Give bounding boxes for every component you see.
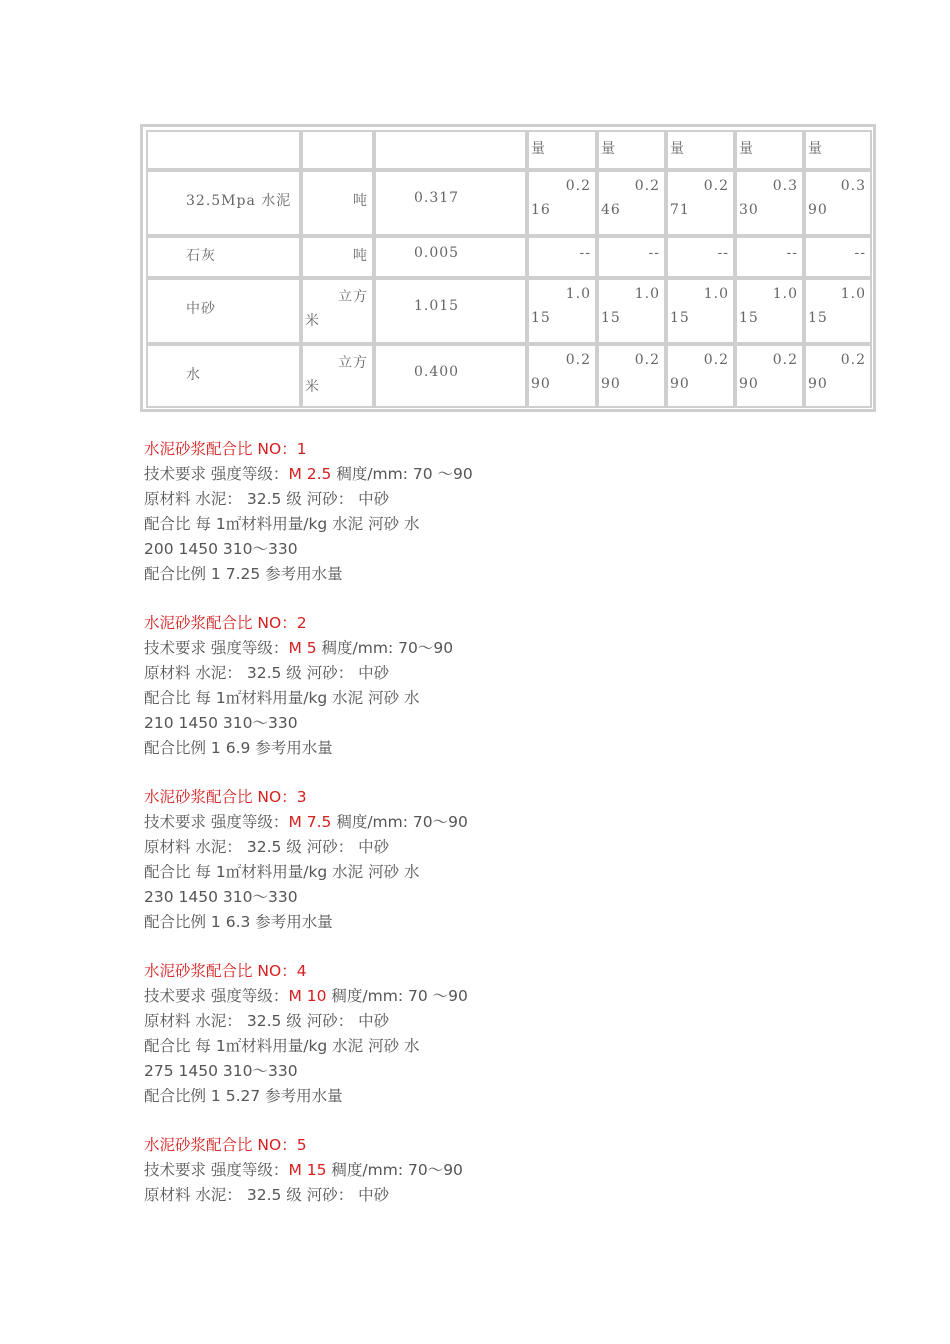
value-cell: 0.2 90 <box>735 344 804 408</box>
value-cell: -- <box>597 236 666 278</box>
value-cell: 1.0 15 <box>735 278 804 344</box>
value-cell: 1.0 15 <box>597 278 666 344</box>
materials-line: 原材料 水泥： 32.5 级 河砂： 中砂 <box>144 664 390 682</box>
value-cell: 1.0 15 <box>666 278 735 344</box>
mix-section-5 <box>144 1133 463 1208</box>
value-cell: 1.0 15 <box>527 278 597 344</box>
ratio-example-line: 配合比例 1 7.25 参考用水量 <box>144 565 343 583</box>
section-title: 水泥砂浆配合比 NO：5 <box>144 1136 307 1154</box>
section-title: 水泥砂浆配合比 NO：2 <box>144 614 307 632</box>
requirement-line: 技术要求 强度等级：M 5 稠度/mm: 70～90 <box>144 639 454 657</box>
value-cell: 0.2 71 <box>666 170 735 236</box>
header-cell-name <box>146 130 301 170</box>
row-water-name: 水 <box>146 344 301 408</box>
value-cell: 0.2 16 <box>527 170 597 236</box>
row-lime-unit: 吨 <box>301 236 374 278</box>
value-cell: 0.2 90 <box>804 344 872 408</box>
mix-section-4 <box>144 959 468 1109</box>
ratio-values-line: 230 1450 310～330 <box>144 888 298 906</box>
row-water-base: 0.400 <box>374 344 527 408</box>
value-cell: -- <box>735 236 804 278</box>
mix-section-2 <box>144 611 453 761</box>
section-title: 水泥砂浆配合比 NO：3 <box>144 788 307 806</box>
ratio-header-line: 配合比 每 1㎡材料用量/kg 水泥 河砂 水 <box>144 689 420 707</box>
value-cell: -- <box>804 236 872 278</box>
materials-line: 原材料 水泥： 32.5 级 河砂： 中砂 <box>144 1012 390 1030</box>
strength-grade: M 15 <box>288 1161 327 1179</box>
value-cell: 0.3 90 <box>804 170 872 236</box>
value-cell: 0.3 30 <box>735 170 804 236</box>
requirement-line: 技术要求 强度等级：M 15 稠度/mm: 70～90 <box>144 1161 463 1179</box>
value-cell: 0.2 46 <box>597 170 666 236</box>
row-cement-unit: 吨 <box>301 170 374 236</box>
mix-section-1 <box>144 437 473 587</box>
row-water-unit: 立方 米 <box>301 344 374 408</box>
requirement-line: 技术要求 强度等级：M 7.5 稠度/mm: 70～90 <box>144 813 468 831</box>
header-cell: 量 <box>666 130 735 170</box>
header-cell: 量 <box>527 130 597 170</box>
ratio-values-line: 210 1450 310～330 <box>144 714 298 732</box>
strength-grade: M 7.5 <box>288 813 332 831</box>
materials-line: 原材料 水泥： 32.5 级 河砂： 中砂 <box>144 838 390 856</box>
value-cell: -- <box>527 236 597 278</box>
row-lime-base: 0.005 <box>374 236 527 278</box>
strength-grade: M 10 <box>288 987 327 1005</box>
strength-grade: M 5 <box>288 639 317 657</box>
ratio-example-line: 配合比例 1 5.27 参考用水量 <box>144 1087 343 1105</box>
ratio-values-line: 275 1450 310～330 <box>144 1062 298 1080</box>
ratio-header-line: 配合比 每 1㎡材料用量/kg 水泥 河砂 水 <box>144 515 420 533</box>
requirement-line: 技术要求 强度等级：M 2.5 稠度/mm: 70 ～90 <box>144 465 473 483</box>
materials-line: 原材料 水泥： 32.5 级 河砂： 中砂 <box>144 1186 390 1204</box>
ratio-example-line: 配合比例 1 6.3 参考用水量 <box>144 913 333 931</box>
ratio-example-line: 配合比例 1 6.9 参考用水量 <box>144 739 333 757</box>
ratio-header-line: 配合比 每 1㎡材料用量/kg 水泥 河砂 水 <box>144 863 420 881</box>
value-cell: 0.2 90 <box>527 344 597 408</box>
header-cell: 量 <box>597 130 666 170</box>
header-cell-base <box>374 130 527 170</box>
section-title: 水泥砂浆配合比 NO：1 <box>144 440 307 458</box>
row-cement-name: 32.5Mpa 水泥 <box>146 170 301 236</box>
row-sand-name: 中砂 <box>146 278 301 344</box>
value-cell: 0.2 90 <box>666 344 735 408</box>
row-lime-name: 石灰 <box>146 236 301 278</box>
mix-section-3 <box>144 785 468 935</box>
materials-line: 原材料 水泥： 32.5 级 河砂： 中砂 <box>144 490 390 508</box>
header-cell-unit <box>301 130 374 170</box>
value-cell: -- <box>666 236 735 278</box>
header-cell: 量 <box>735 130 804 170</box>
row-sand-base: 1.015 <box>374 278 527 344</box>
ratio-values-line: 200 1450 310～330 <box>144 540 298 558</box>
row-sand-unit: 立方 米 <box>301 278 374 344</box>
section-title: 水泥砂浆配合比 NO：4 <box>144 962 307 980</box>
value-cell: 1.0 15 <box>804 278 872 344</box>
value-cell: 0.2 90 <box>597 344 666 408</box>
mix-table <box>140 124 876 412</box>
row-cement-base: 0.317 <box>374 170 527 236</box>
ratio-header-line: 配合比 每 1㎡材料用量/kg 水泥 河砂 水 <box>144 1037 420 1055</box>
requirement-line: 技术要求 强度等级：M 10 稠度/mm: 70 ～90 <box>144 987 468 1005</box>
strength-grade: M 2.5 <box>288 465 332 483</box>
header-cell: 量 <box>804 130 872 170</box>
